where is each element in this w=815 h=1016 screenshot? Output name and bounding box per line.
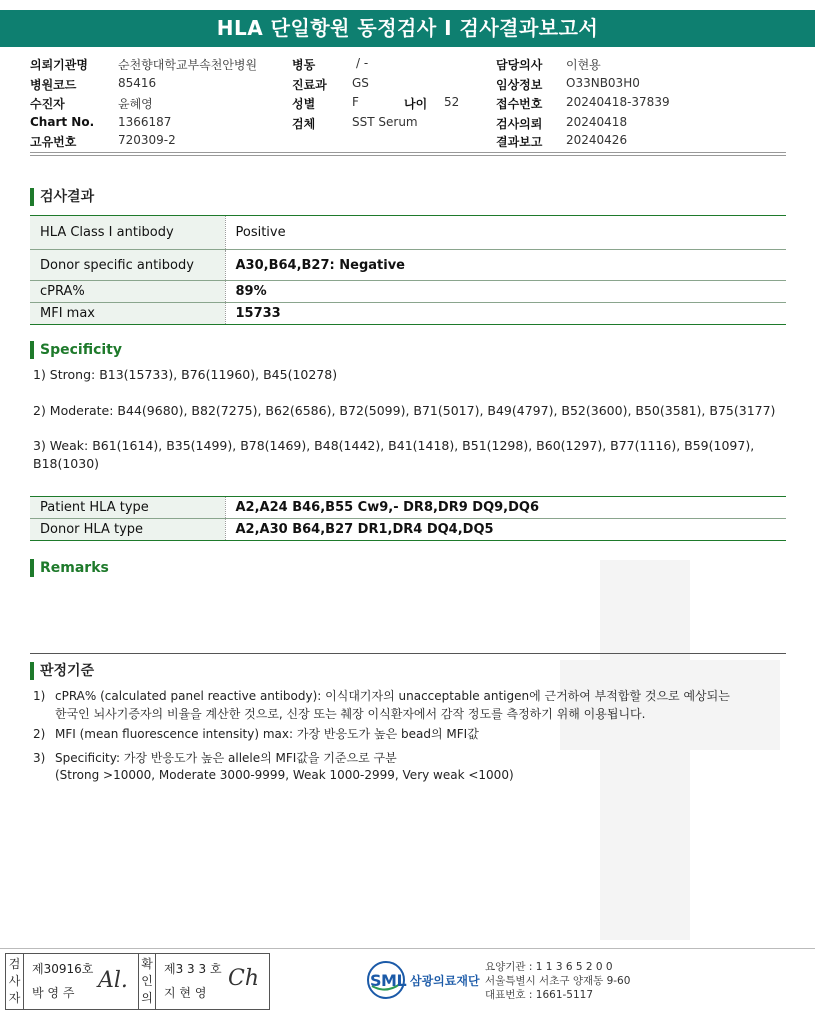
org-name: 삼광의료재단 <box>410 974 480 988</box>
dept-value: GS <box>352 76 369 90</box>
patient-info-block <box>30 56 790 150</box>
request-label: 검사의뢰 <box>496 117 543 131</box>
contact-info <box>485 960 630 1002</box>
info-divider-2 <box>30 155 786 156</box>
table-row <box>30 216 786 250</box>
criteria-number: 1) <box>33 689 46 703</box>
request-value: 20240418 <box>566 115 628 129</box>
table-row <box>30 250 786 281</box>
info-row-5 <box>30 133 790 151</box>
result-value: 89% <box>225 281 786 303</box>
institution-label: 의뢰기관명 <box>30 58 88 72</box>
specificity-weak-line1: 3) Weak: B61(1614), B35(1499), B78(1469), B48(1442), B41(1418), B51(1298), B60(1297), B77(1116), B59(1097), <box>33 438 755 453</box>
criteria-number: 3) <box>33 751 46 765</box>
confirmer-vertical-label: 확 인 의 <box>138 954 156 1009</box>
table-row <box>30 281 786 303</box>
tester-signature: Al. <box>98 968 128 993</box>
criteria-number: 2) <box>33 727 46 741</box>
result-key: cPRA% <box>30 281 225 303</box>
hospital-code-value: 85416 <box>118 76 157 90</box>
reception-value: 20240418-37839 <box>566 95 670 109</box>
result-key: MFI max <box>30 303 225 325</box>
specificity-heading: Specificity <box>30 341 122 359</box>
info-row-3 <box>30 95 790 113</box>
clinical-label: 임상정보 <box>496 78 543 92</box>
ward-label: 병동 <box>292 58 316 72</box>
results-table <box>30 215 786 325</box>
criteria-text: 한국인 뇌사기증자의 비율을 계산한 것으로, 신장 또는 췌장 이식환자에서 감작 정도를 측정하기 위해 이용됩니다. <box>55 707 646 721</box>
info-divider <box>30 152 786 153</box>
chart-label: Chart No. <box>30 115 95 129</box>
ward-value: / - <box>356 56 369 70</box>
specificity-moderate: 2) Moderate: B44(9680), B82(7275), B62(6586), B72(5099), B71(5017), B49(4797), B52(3600), B50(3581), B75(3177) <box>33 403 776 418</box>
result-value: 15733 <box>225 303 786 325</box>
phone: 대표번호 : 1661-5117 <box>485 989 594 1001</box>
table-row <box>30 303 786 325</box>
hospital-code-label: 병원코드 <box>30 78 77 92</box>
specificity-weak-line2: B18(1030) <box>33 456 100 471</box>
specimen-value: SST Serum <box>352 115 418 129</box>
patient-value: 윤혜영 <box>118 97 153 111</box>
watermark-logo <box>540 540 810 960</box>
signature-box <box>5 953 270 1010</box>
info-row-1 <box>30 56 790 74</box>
tester-name: 박 영 주 <box>32 986 75 1000</box>
results-heading: 검사결과 <box>30 188 94 206</box>
hla-type-value: A2,A30 B64,B27 DR1,DR4 DQ4,DQ5 <box>225 519 786 541</box>
hla-type-table <box>30 496 786 541</box>
confirmer-signature: Ch <box>228 966 260 991</box>
sml-logo-text: SML <box>370 971 407 990</box>
remarks-heading: Remarks <box>30 559 109 577</box>
hla-type-key: Patient HLA type <box>30 497 225 519</box>
report-label: 결과보고 <box>496 135 543 149</box>
hla-type-key: Donor HLA type <box>30 519 225 541</box>
unique-value: 720309-2 <box>118 133 176 147</box>
specimen-label: 검체 <box>292 117 316 131</box>
result-value: Positive <box>225 216 786 250</box>
patient-label: 수진자 <box>30 97 65 111</box>
sex-label: 성별 <box>292 97 316 111</box>
unique-label: 고유번호 <box>30 135 77 149</box>
chart-value: 1366187 <box>118 115 172 129</box>
confirmer-license: 제3 3 3 호 <box>164 962 222 976</box>
care-code: 요양기관 : 1 1 3 6 5 2 0 0 <box>485 961 613 973</box>
institution-value: 순천향대학교부속천안병원 <box>118 58 258 72</box>
specificity-strong: 1) Strong: B13(15733), B76(11960), B45(10278) <box>33 367 338 382</box>
result-value: A30,B64,B27: Negative <box>225 250 786 281</box>
info-row-2 <box>30 76 790 94</box>
tester-license: 제30916호 <box>32 962 94 976</box>
reception-label: 접수번호 <box>496 97 543 111</box>
criteria-text: Specificity: 가장 반응도가 높은 allele의 MFI값을 기준으로 구분 <box>55 751 397 765</box>
report-value: 20240426 <box>566 133 628 147</box>
result-key: Donor specific antibody <box>30 250 225 281</box>
report-title: HLA 단일항원 동정검사 I 검사결과보고서 <box>0 10 815 47</box>
criteria-text: cPRA% (calculated panel reactive antibody): 이식대기자의 unacceptable antigen에 근거하여 부적합할 것으로 예상되는 <box>55 689 730 703</box>
confirmer-name: 지 현 영 <box>164 986 207 1000</box>
table-row <box>30 497 786 519</box>
doctor-value: 이현용 <box>566 58 601 72</box>
info-row-4 <box>30 115 790 133</box>
tester-vertical-label: 검 사 자 <box>6 954 24 1009</box>
table-row <box>30 519 786 541</box>
criteria-text: (Strong >10000, Moderate 3000-9999, Weak 1000-2999, Very weak <1000) <box>55 768 514 782</box>
age-label: 나이 <box>404 97 428 111</box>
criteria-heading: 판정기준 <box>30 662 94 680</box>
address: 서울특별시 서초구 양재동 9-60 <box>485 975 631 987</box>
criteria-text: MFI (mean fluorescence intensity) max: 가장 반응도가 높은 bead의 MFI값 <box>55 727 479 741</box>
footer-divider <box>0 948 815 949</box>
result-key: HLA Class I antibody <box>30 216 225 250</box>
sex-value: F <box>352 95 359 109</box>
dept-label: 진료과 <box>292 78 327 92</box>
clinical-value: O33NB03H0 <box>566 76 640 90</box>
age-value: 52 <box>444 95 460 109</box>
doctor-label: 담당의사 <box>496 58 543 72</box>
hla-type-value: A2,A24 B46,B55 Cw9,- DR8,DR9 DQ9,DQ6 <box>225 497 786 519</box>
